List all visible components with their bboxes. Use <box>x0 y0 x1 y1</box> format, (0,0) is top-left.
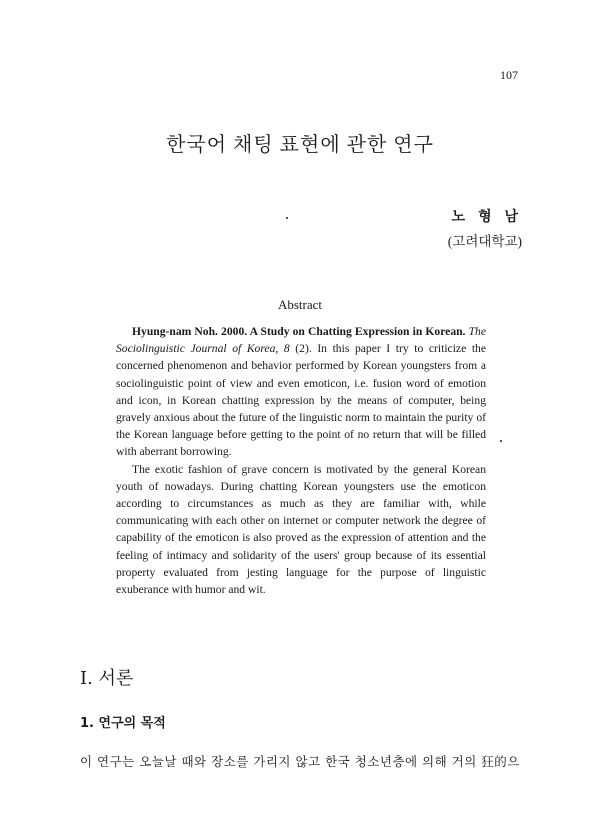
citation-lead: Hyung-nam Noh. 2000. A Study on Chatting Expression in Korean. <box>132 325 466 338</box>
scan-speck <box>286 217 288 219</box>
author-name: 노 형 남 <box>451 209 522 225</box>
abstract-paragraph-1 <box>116 323 486 461</box>
subsection-heading: 1. 연구의 목적 <box>80 716 166 731</box>
abstract-text-1: (2). In this paper I try to criticize the concerned phenomenon and behavior performed by Korean youngsters from a sociolinguistic point of view and even emoticon, i.e. fusion word of emotion and icon, in Korean chatting expression by the means of computer, being gravely anxious about the future of the linguistic norm to maintain the purity of the Korean language before getting to the point of no return that will be filled with aberrant borrowing. <box>116 342 486 459</box>
page-number: 107 <box>500 68 518 82</box>
abstract-paragraph-2: The exotic fashion of grave concern is motivated by the general Korean youth of nowadays. During chatting Korean youngsters use the emoticon according to circumstances as much as they are familiar with, while communicating with each other on internet or computer network the degree of capability of the emoticon is also proved as the expression of attention and the feeling of intimacy and solidarity of the users' group because of its essential property evaluated from jesting language for the purpose of linguistic exuberance with humor and wit. <box>116 462 486 597</box>
abstract-body <box>116 323 486 598</box>
body-paragraph: 이 연구는 오늘날 때와 장소를 가리지 않고 한국 청소년층에 의해 거의 狂的으 <box>80 754 520 769</box>
journal-name: The Sociolinguistic Journal of Korea, 8 <box>116 325 486 356</box>
abstract-heading: Abstract <box>277 297 323 312</box>
author-affiliation: (고려대학교) <box>447 234 522 249</box>
scan-speck <box>500 440 502 442</box>
paper-title: 한국어 채팅 표현에 관한 연구 <box>166 134 434 156</box>
section-heading: I. 서론 <box>80 668 134 689</box>
